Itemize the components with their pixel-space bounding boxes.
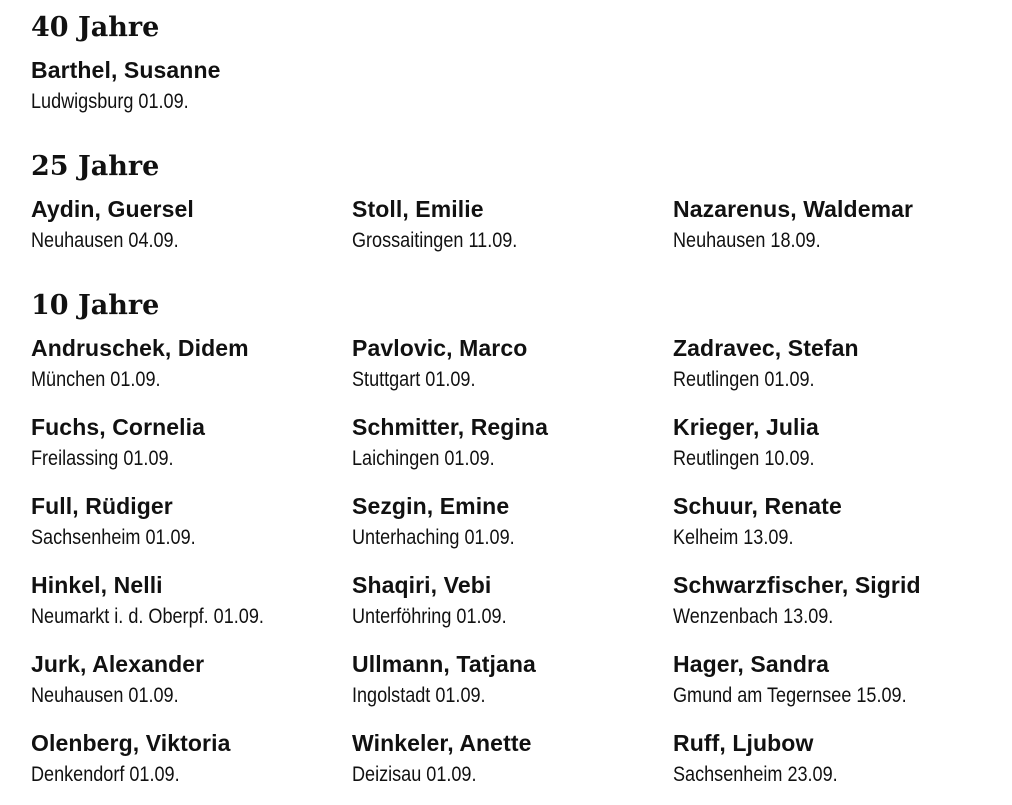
- entry-card: [352, 571, 672, 631]
- entry-card: [31, 413, 351, 473]
- entry-name: Barthel, Susanne: [31, 57, 221, 83]
- entry-card: [31, 56, 351, 116]
- entry-location-date: Neuhausen 04.09.: [31, 229, 179, 252]
- section-heading-40-jahre: 40 Jahre: [31, 12, 160, 43]
- entry-card: [31, 492, 351, 552]
- entry-name: Krieger, Julia: [673, 414, 819, 440]
- entry-location-date: Neumarkt i. d. Oberpf. 01.09.: [31, 605, 264, 628]
- entry-name: Schmitter, Regina: [352, 414, 548, 440]
- entry-card: [673, 729, 993, 789]
- entry-location-date: Stuttgart 01.09.: [352, 368, 476, 391]
- entry-location-date: Unterhaching 01.09.: [352, 526, 515, 549]
- entry-card: [673, 413, 993, 473]
- entry-name: Hinkel, Nelli: [31, 572, 163, 598]
- entry-card: [673, 195, 993, 255]
- entry-name: Ruff, Ljubow: [673, 730, 814, 756]
- entry-location-date: Sachsenheim 23.09.: [673, 763, 838, 786]
- entry-card: [673, 650, 993, 710]
- entry-location-date: Denkendorf 01.09.: [31, 763, 180, 786]
- entry-location-date: Wenzenbach 13.09.: [673, 605, 834, 628]
- entry-card: [352, 650, 672, 710]
- entry-card: [31, 334, 351, 394]
- entry-name: Full, Rüdiger: [31, 493, 173, 519]
- entry-location-date: Freilassing 01.09.: [31, 447, 174, 470]
- entry-location-date: Neuhausen 01.09.: [31, 684, 179, 707]
- entry-card: [31, 729, 351, 789]
- entry-name: Aydin, Guersel: [31, 196, 194, 222]
- entry-name: Jurk, Alexander: [31, 651, 205, 677]
- entry-name: Zadravec, Stefan: [673, 335, 859, 361]
- section-heading-25-jahre: 25 Jahre: [31, 151, 160, 182]
- entry-name: Schuur, Renate: [673, 493, 842, 519]
- entry-card: [352, 492, 672, 552]
- entry-location-date: Kelheim 13.09.: [673, 526, 794, 549]
- entry-card: [31, 571, 351, 631]
- entry-name: Nazarenus, Waldemar: [673, 196, 914, 222]
- entry-location-date: Reutlingen 10.09.: [673, 447, 815, 470]
- entry-name: Andruschek, Didem: [31, 335, 249, 361]
- entry-card: [352, 334, 672, 394]
- entry-name: Stoll, Emilie: [352, 196, 484, 222]
- entry-name: Olenberg, Viktoria: [31, 730, 231, 756]
- entry-location-date: Unterföhring 01.09.: [352, 605, 507, 628]
- entry-location-date: Neuhausen 18.09.: [673, 229, 821, 252]
- entry-location-date: München 01.09.: [31, 368, 161, 391]
- entry-name: Shaqiri, Vebi: [352, 572, 492, 598]
- entry-name: Schwarzfischer, Sigrid: [673, 572, 921, 598]
- entry-name: Sezgin, Emine: [352, 493, 510, 519]
- entry-location-date: Gmund am Tegernsee 15.09.: [673, 684, 907, 707]
- entry-location-date: Deizisau 01.09.: [352, 763, 477, 786]
- entry-card: [673, 334, 993, 394]
- entry-card: [31, 650, 351, 710]
- entry-location-date: Ludwigsburg 01.09.: [31, 90, 189, 113]
- entry-card: [352, 729, 672, 789]
- entry-name: Ullmann, Tatjana: [352, 651, 536, 677]
- entry-name: Winkeler, Anette: [352, 730, 532, 756]
- entry-card: [31, 195, 351, 255]
- entry-card: [352, 195, 672, 255]
- entry-location-date: Reutlingen 01.09.: [673, 368, 815, 391]
- entry-name: Hager, Sandra: [673, 651, 829, 677]
- section-heading-10-jahre: 10 Jahre: [31, 290, 160, 321]
- entry-location-date: Ingolstadt 01.09.: [352, 684, 486, 707]
- entry-name: Pavlovic, Marco: [352, 335, 528, 361]
- entry-location-date: Sachsenheim 01.09.: [31, 526, 196, 549]
- entry-location-date: Laichingen 01.09.: [352, 447, 495, 470]
- entry-card: [673, 492, 993, 552]
- entry-card: [352, 413, 672, 473]
- entry-location-date: Grossaitingen 11.09.: [352, 229, 518, 252]
- entry-card: [673, 571, 993, 631]
- entry-name: Fuchs, Cornelia: [31, 414, 206, 440]
